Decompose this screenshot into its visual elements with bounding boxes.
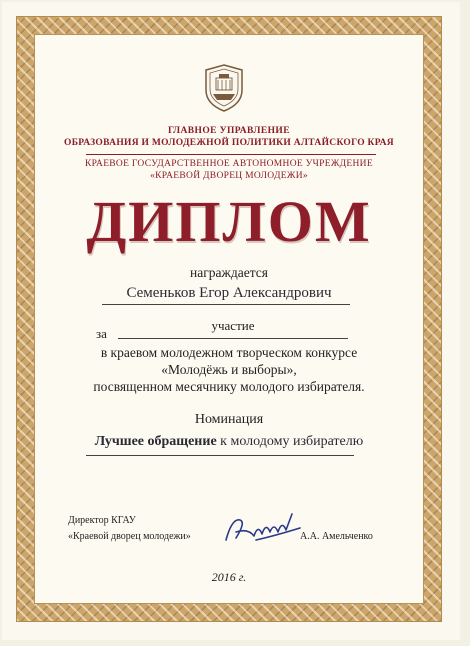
signer-position	[68, 513, 191, 545]
ministry-line-1: ГЛАВНОЕ УПРАВЛЕНИЕ	[168, 126, 290, 136]
for-underline	[118, 338, 348, 339]
for-label: за	[96, 326, 107, 341]
signer-position-line-2: «Краевой дворец молодежи»	[68, 531, 191, 542]
header-divider	[86, 154, 376, 155]
contest-line-2: «Молодёжь и выборы»,	[161, 362, 297, 377]
signer-name: А.А. Амельченко	[300, 531, 373, 542]
handwritten-signature	[222, 510, 304, 548]
nomination-text	[34, 434, 424, 450]
recipient-underline	[102, 304, 350, 305]
nomination-rest: к молодому избирателю	[216, 434, 364, 449]
contest-line-1: в краевом молодежном творческом конкурсе	[100, 345, 358, 360]
signer-position-line-1: Директор КГАУ	[68, 515, 136, 526]
contest-line-3: посвященном месячнику молодого избирателя.	[93, 379, 365, 394]
nomination-underline	[86, 455, 354, 456]
organization-line-2: «КРАЕВОЙ ДВОРЕЦ МОЛОДЕЖИ»	[150, 171, 308, 181]
recipient-name: Семеньков Егор Александрович	[126, 285, 332, 301]
emblem-icon	[198, 62, 250, 114]
for-value: участие	[211, 318, 255, 333]
diploma-title: ДИПЛОМ	[86, 189, 372, 254]
organization-line-1: КРАЕВОЕ ГОСУДАРСТВЕННОЕ АВТОНОМНОЕ УЧРЕЖДЕНИЕ	[85, 159, 373, 169]
issue-year: 2016 г.	[211, 570, 247, 584]
nomination-bold: Лучшее обращение	[94, 434, 217, 449]
awarded-label: награждается	[190, 265, 268, 280]
nomination-label: Номинация	[194, 412, 264, 427]
ministry-line-2: ОБРАЗОВАНИЯ И МОЛОДЕЖНОЙ ПОЛИТИКИ АЛТАЙСКОГО КРАЯ	[64, 138, 394, 148]
